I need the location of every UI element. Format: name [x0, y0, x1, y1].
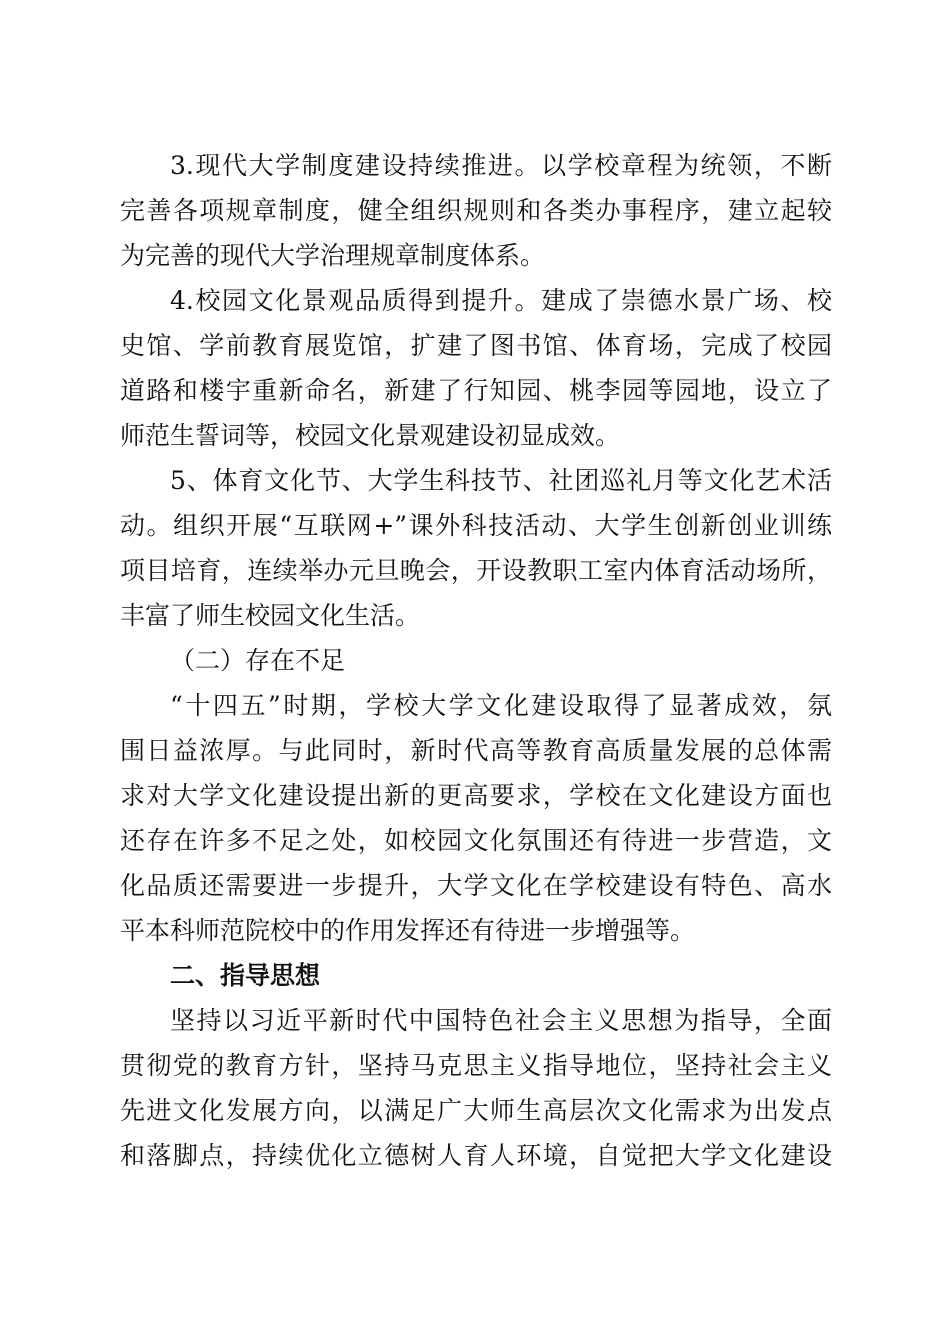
paragraph-line: 为完善的现代大学治理规章制度体系。	[120, 241, 546, 270]
subheading: （二）存在不足	[170, 646, 346, 675]
paragraph-line: 3.现代大学制度建设持续推进。以学校章程为统领，不断	[170, 151, 832, 180]
paragraph-line: 化品质还需要进一步提升，大学文化在学校建设有特色、高水	[120, 871, 832, 900]
paragraph-line: 道路和楼宇重新命名，新建了行知园、桃李园等园地，设立了	[120, 376, 832, 405]
paragraph-line: 项目培育，连续举办元旦晚会，开设教职工室内体育活动场所，	[120, 556, 832, 585]
paragraph-line: 4.校园文化景观品质得到提升。建成了崇德水景广场、校	[170, 286, 832, 315]
paragraph-line: 先进文化发展方向，以满足广大师生高层次文化需求为出发点	[120, 1096, 832, 1125]
paragraph-line: 史馆、学前教育展览馆，扩建了图书馆、体育场，完成了校园	[120, 331, 832, 360]
paragraph-line: “十四五”时期，学校大学文化建设取得了显著成效，氛	[170, 691, 832, 720]
paragraph-line: 平本科师范院校中的作用发挥还有待进一步增强等。	[120, 916, 696, 945]
paragraph-line: 还存在许多不足之处，如校园文化氛围还有待进一步营造，文	[120, 826, 832, 855]
paragraph-line: 5、体育文化节、大学生科技节、社团巡礼月等文化艺术活	[170, 466, 832, 495]
paragraph-line: 动。组织开展“互联网+”课外科技活动、大学生创新创业训练	[120, 511, 832, 540]
paragraph-line: 围日益浓厚。与此同时，新时代高等教育高质量发展的总体需	[120, 736, 832, 765]
paragraph-line: 贯彻党的教育方针，坚持马克思主义指导地位，坚持社会主义	[120, 1051, 832, 1080]
paragraph-line: 和落脚点，持续优化立德树人育人环境，自觉把大学文化建设	[120, 1141, 832, 1170]
paragraph-line: 坚持以习近平新时代中国特色社会主义思想为指导，全面	[170, 1006, 832, 1035]
paragraph-line: 完善各项规章制度，健全组织规则和各类办事程序，建立起较	[120, 196, 832, 225]
paragraph-line: 求对大学文化建设提出新的更高要求，学校在文化建设方面也	[120, 781, 832, 810]
section-heading: 二、指导思想	[170, 961, 321, 990]
paragraph-line: 丰富了师生校园文化生活。	[120, 601, 421, 630]
paragraph-line: 师范生誓词等，校园文化景观建设初显成效。	[120, 421, 621, 450]
